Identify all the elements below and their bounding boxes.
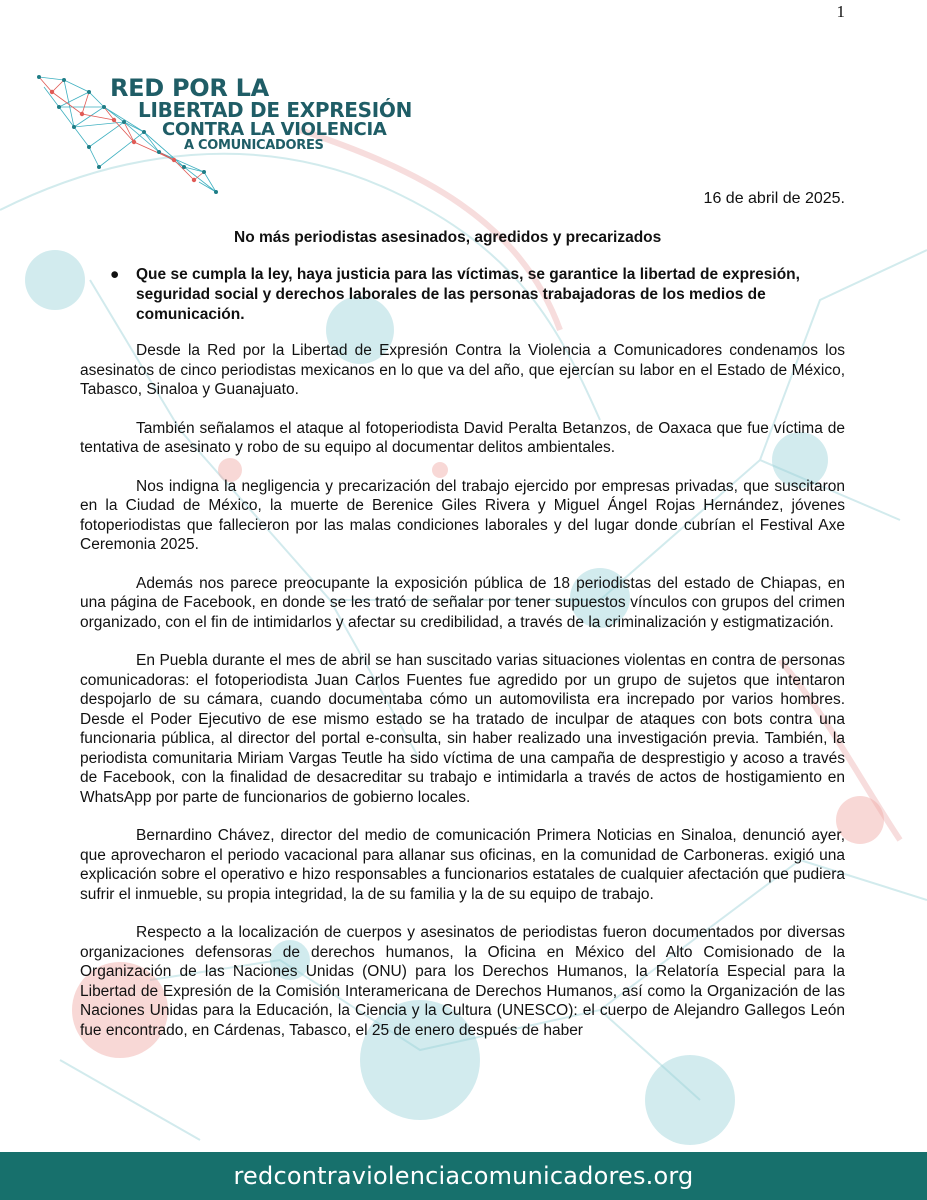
document-date: 16 de abril de 2025. xyxy=(703,190,845,207)
paragraph: Desde la Red por la Libertad de Expresión Contra la Violencia a Comunicadores condenamos los asesinatos de cinco periodistas mexicanos en lo que va del año, que ejercían su labor en el Estado de México, Tabasco, Sinaloa y Guanajuato. xyxy=(80,342,845,398)
footer-banner xyxy=(0,1152,927,1200)
document-body xyxy=(80,341,845,1059)
page-number: 1 xyxy=(836,2,845,21)
bullet-icon: ● xyxy=(110,266,120,283)
paragraph: Bernardino Chávez, director del medio de comunicación Primera Noticias en Sinaloa, denunció ayer, que aprovecharon el periodo vacacional para allanar sus oficinas, en la comunidad de Carboneras. exigió una explicación sobre el operativo e hizo responsables a funcionarios estatales de cualquier afectación que pudiera sufrir el inmueble, su propia integridad, la de su familia y la de su equipo de trabajo. xyxy=(80,827,845,903)
organization-logo xyxy=(34,72,413,202)
logo-line-4: A COMUNICADORES xyxy=(184,138,324,153)
footer-website-url[interactable]: redcontraviolenciacomunicadores.org xyxy=(233,1162,694,1190)
logo-line-2: LIBERTAD DE EXPRESIÓN xyxy=(138,98,413,122)
document-heading: No más periodistas asesinados, agredidos y precarizados xyxy=(234,229,662,246)
paragraph: Además nos parece preocupante la exposición pública de 18 periodistas del estado de Chiapas, en una página de Facebook, en donde se les trató de señalar por tener supuestos vínculos con grupos del crimen organizado, con el fin de intimidarlos y afectar su credibilidad, a través de la criminalización y estigmatización. xyxy=(80,574,845,631)
paragraph: Nos indigna la negligencia y precarización del trabajo ejercido por empresas privadas, que suscitaron en la Ciudad de México, la muerte de Berenice Giles Rivera y Miguel Ángel Rojas Hernández, jóvenes fotoperiodistas que fallecieron por las malas condiciones laborales y del lugar donde cubrían el Festival Axe Ceremonia 2025. xyxy=(80,477,845,553)
paragraph: También señalamos el ataque al fotoperiodista David Peralta Betanzos, de Oaxaca que fue víctima de tentativa de asesinato y robo de su equipo al documentar delitos ambientales. xyxy=(80,419,845,456)
logo-line-1: RED POR LA xyxy=(110,74,269,102)
paragraph: Respecto a la localización de cuerpos y asesinatos de periodistas fueron documentados por diversas organizaciones defensoras de derechos humanos, la Oficina en México del Alto Comisionado de la Organización de las Naciones Unidas (ONU) para los Derechos Humanos, la Relatoría Especial para la Libertad de Expresión de la Comisión Interamericana de Derechos Humanos, así como la Organización de las Naciones Unidas para la Educación, la Ciencia y la Cultura (UNESCO): el cuerpo de Alejandro Gallegos León fue encontrado, en Cárdenas, Tabasco, el 25 de enero después de haber xyxy=(80,924,845,1039)
bullet-demand xyxy=(110,265,830,325)
bullet-text: Que se cumpla la ley, haya justicia para las víctimas, se garantice la libertad de expresión, seguridad social y derechos laborales de las personas trabajadoras de los medios de comunicación. xyxy=(136,266,800,323)
paragraph: En Puebla durante el mes de abril se han suscitado varias situaciones violentas en contra de personas comunicadoras: el fotoperiodista Juan Carlos Fuentes fue agredido por un grupo de sujetos que intentaron despojarlo de su cámara, cuando documentaba cómo un automovilista era increpado por varios hombres. Desde el Poder Ejecutivo de ese mismo estado se ha tratado de inculpar de ataques con bots contra una funcionaria pública, al director del portal e-consulta, sin haber realizado una investigación previa. También, la periodista comunitaria Miriam Vargas Teutle ha sido víctima de una campaña de desprestigio y acoso a través de Facebook, con la finalidad de desacreditar su trabajo e intimidarla a través de actos de hostigamiento en WhatsApp por parte de funcionarios de gobierno locales. xyxy=(80,652,845,806)
logo-line-3: CONTRA LA VIOLENCIA xyxy=(162,119,387,140)
